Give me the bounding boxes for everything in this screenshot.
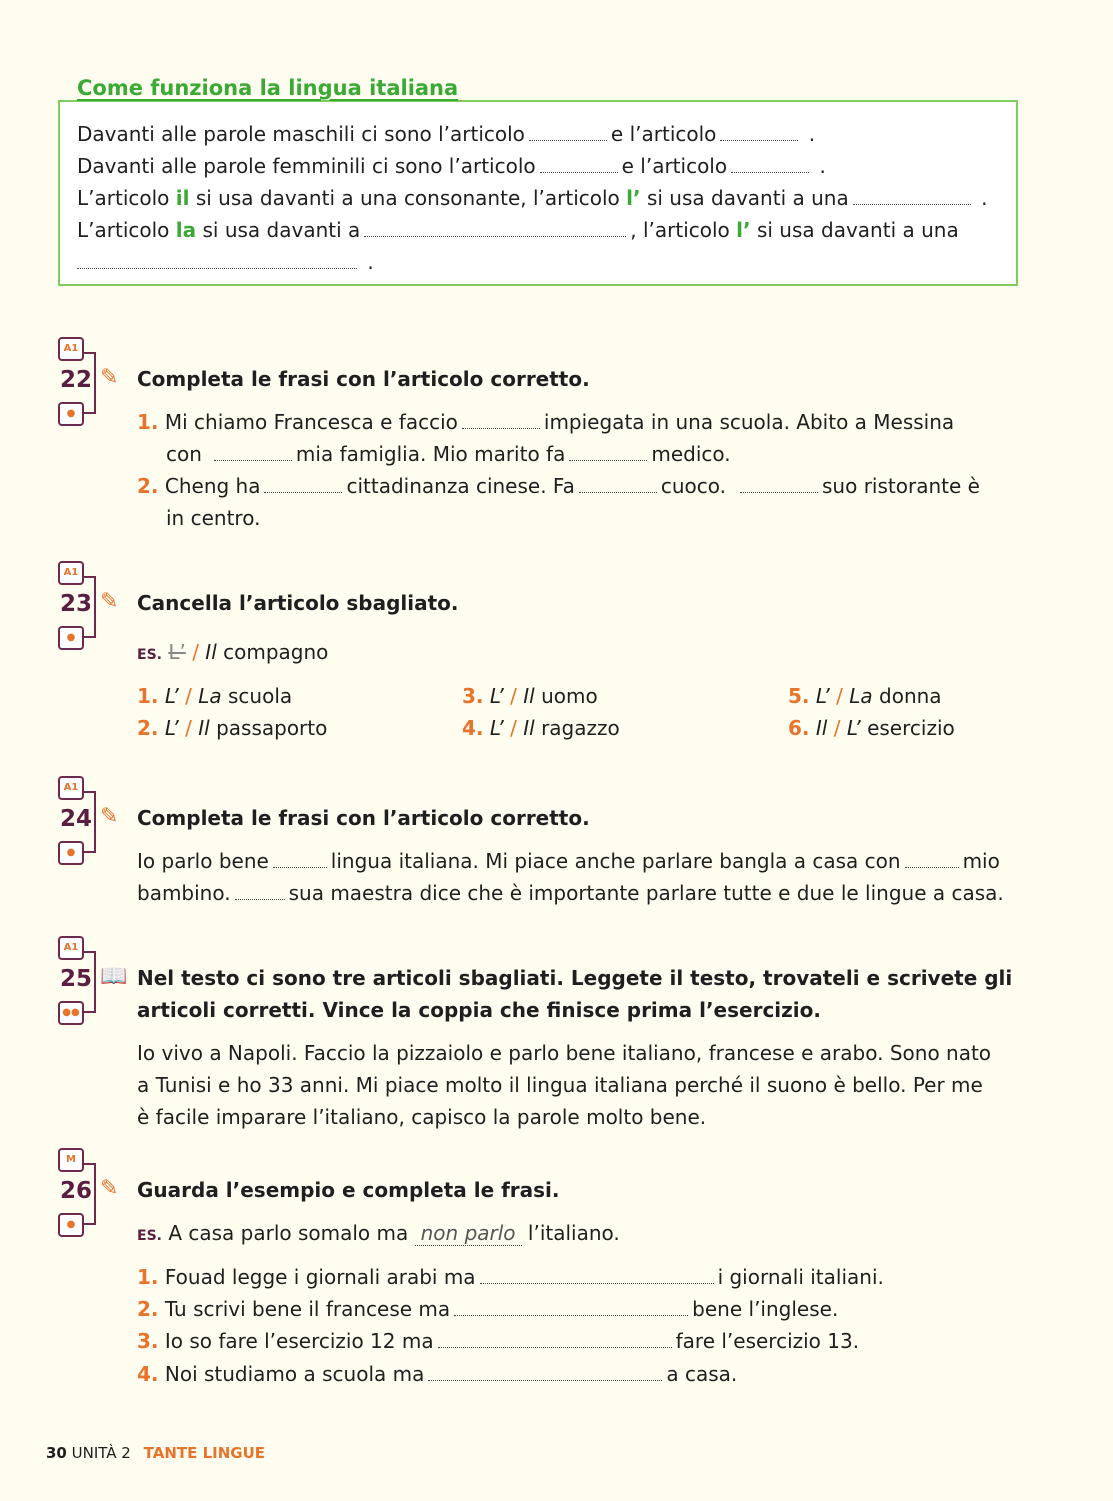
- exercise-item: [137, 474, 980, 498]
- section-label: TANTE LINGUE: [143, 1444, 266, 1462]
- rule-line-4: [77, 218, 959, 242]
- rule-text: si usa davanti a: [202, 218, 361, 242]
- item-text: Fouad legge i giornali arabi ma: [164, 1265, 476, 1289]
- example-word: compagno: [223, 640, 329, 664]
- rule-highlight: l’: [736, 218, 751, 242]
- fill-blank[interactable]: [740, 478, 818, 493]
- pencil-icon: ✎: [100, 804, 119, 829]
- item-number: 6.: [788, 716, 810, 740]
- choice-item[interactable]: 2. L’ / Il passaporto: [137, 716, 328, 740]
- article-option[interactable]: L’: [489, 684, 504, 708]
- pair-icon: ●●: [58, 1001, 84, 1025]
- fill-blank[interactable]: [905, 853, 959, 868]
- fill-blank[interactable]: [731, 158, 809, 173]
- item-number: 4.: [137, 1362, 159, 1386]
- fill-blank[interactable]: [77, 254, 357, 269]
- fill-blank[interactable]: [438, 1333, 672, 1348]
- rule-title: Come funziona la lingua italiana: [77, 76, 459, 100]
- level-badge: A1: [58, 936, 84, 960]
- article-option[interactable]: La: [849, 684, 873, 708]
- exercise-heading: Completa le frasi con l’articolo corretto.: [137, 367, 590, 391]
- item-word: scuola: [228, 684, 293, 708]
- fill-blank[interactable]: [273, 853, 327, 868]
- reading-text: Io vivo a Napoli. Faccio la pizzaiolo e parlo bene italiano, francese e arabo. Sono nato: [137, 1041, 992, 1065]
- fill-blank[interactable]: [364, 222, 626, 237]
- exercise-item: [137, 1297, 838, 1321]
- exercise-number: 26: [60, 1178, 93, 1204]
- reading-text: è facile imparare l’italiano, capisco la parole molto bene.: [137, 1105, 707, 1129]
- exercise-item: [137, 1362, 737, 1386]
- item-text: Io so fare l’esercizio 12 ma: [164, 1329, 434, 1353]
- example-line: [137, 1221, 620, 1245]
- item-text: Noi studiamo a scuola ma: [164, 1362, 425, 1386]
- fill-blank[interactable]: [569, 446, 647, 461]
- item-number: 3.: [462, 684, 484, 708]
- fill-blank[interactable]: [853, 190, 971, 205]
- pencil-icon: ✎: [100, 1176, 119, 1201]
- fill-blank[interactable]: [428, 1366, 662, 1381]
- exercise-heading: articoli corretti. Vince la coppia che finisce prima l’esercizio.: [137, 998, 821, 1022]
- article: Il: [205, 640, 217, 664]
- item-word: donna: [879, 684, 942, 708]
- fill-blank[interactable]: [579, 478, 657, 493]
- item-text: fare l’esercizio 13.: [675, 1329, 860, 1353]
- item-text: Cheng ha: [164, 474, 261, 498]
- item-number: 1.: [137, 410, 159, 434]
- fill-blank[interactable]: [214, 446, 292, 461]
- exercise-heading: Nel testo ci sono tre articoli sbagliati. Leggete il testo, trovateli e scrivete gli: [137, 966, 1013, 990]
- exercise-number: 22: [60, 367, 93, 393]
- rule-text: Davanti alle parole femminili ci sono l’articolo: [77, 154, 536, 178]
- item-text: impiegata in una scuola. Abito a Messina: [543, 410, 955, 434]
- exercise-item: [137, 1329, 859, 1353]
- book-icon: 📖: [100, 964, 128, 989]
- exercise-heading: Guarda l’esempio e completa le frasi.: [137, 1178, 560, 1202]
- fill-blank[interactable]: [454, 1301, 688, 1316]
- rule-highlight: la: [175, 218, 197, 242]
- item-text: Tu scrivi bene il francese ma: [164, 1297, 451, 1321]
- choice-item[interactable]: 4. L’ / Il ragazzo: [462, 716, 620, 740]
- article-option[interactable]: Il: [198, 716, 210, 740]
- fill-blank[interactable]: [480, 1269, 714, 1284]
- level-badge: A1: [58, 561, 84, 585]
- example-label: ES.: [137, 647, 162, 663]
- item-text: lingua italiana. Mi piace anche parlare bangla a casa con: [330, 849, 901, 873]
- item-word: uomo: [541, 684, 598, 708]
- item-word: ragazzo: [541, 716, 620, 740]
- item-number: 2.: [137, 716, 159, 740]
- item-number: 2.: [137, 474, 159, 498]
- article-option[interactable]: Il: [815, 716, 828, 740]
- level-badge: A1: [58, 776, 84, 800]
- article-option[interactable]: L’: [164, 684, 179, 708]
- person-icon: ●: [58, 626, 84, 650]
- article-option[interactable]: La: [198, 684, 222, 708]
- exercise-item-cont: in centro.: [166, 506, 261, 530]
- rule-line-3: L’articolo il si usa davanti a una consonante, l’articolo l’ si usa davanti a una .: [77, 186, 988, 210]
- exercise-heading: Cancella l’articolo sbagliato.: [137, 591, 459, 615]
- person-icon: ●: [58, 841, 84, 865]
- exercise-text: [137, 881, 1004, 905]
- item-text: medico.: [651, 442, 731, 466]
- person-icon: ●: [58, 1213, 84, 1237]
- rule-line-1: Davanti alle parole maschili ci sono l’articolo e l’articolo .: [77, 122, 816, 146]
- item-number: 4.: [462, 716, 484, 740]
- item-number: 1.: [137, 684, 159, 708]
- item-number: 1.: [137, 1265, 159, 1289]
- rule-text: e l’articolo: [621, 154, 728, 178]
- page-number: 30: [46, 1444, 67, 1462]
- item-word: esercizio: [867, 716, 955, 740]
- choice-item[interactable]: 5. L’ / La donna: [788, 684, 942, 708]
- rule-highlight: l’: [626, 186, 641, 210]
- rule-text: si usa davanti a una consonante, l’articolo: [195, 186, 620, 210]
- item-text: suo ristorante è: [822, 474, 980, 498]
- exercise-item-cont: [166, 442, 731, 466]
- rule-highlight: il: [175, 186, 190, 210]
- article-option[interactable]: Il: [523, 684, 535, 708]
- item-text: A casa parlo somalo ma: [168, 1221, 409, 1245]
- item-text: con: [166, 442, 202, 466]
- fill-blank[interactable]: [720, 126, 798, 141]
- item-number: 2.: [137, 1297, 159, 1321]
- rule-line-2: Davanti alle parole femminili ci sono l’articolo e l’articolo .: [77, 154, 826, 178]
- fill-blank[interactable]: [264, 478, 342, 493]
- rule-text: , l’articolo: [630, 218, 730, 242]
- exercise-number: 24: [60, 806, 93, 832]
- exercise-number: 23: [60, 591, 93, 617]
- example-answer: non parlo: [415, 1221, 522, 1246]
- fill-blank[interactable]: [529, 126, 607, 141]
- rule-text: e l’articolo: [610, 122, 717, 146]
- rule-text: L’articolo: [77, 186, 170, 210]
- rule-line-5: .: [77, 250, 374, 274]
- exercise-text: [137, 849, 1000, 873]
- item-text: Io parlo bene: [137, 849, 269, 873]
- item-text: Mi chiamo Francesca e faccio: [164, 410, 458, 434]
- item-text: a casa.: [666, 1362, 738, 1386]
- article-option[interactable]: Il: [523, 716, 535, 740]
- level-badge: M: [58, 1148, 84, 1172]
- choice-item[interactable]: 6. Il / L’ esercizio: [788, 716, 955, 740]
- rule-text: L’articolo: [77, 218, 170, 242]
- item-text: l’italiano.: [527, 1221, 620, 1245]
- item-text: cuoco.: [660, 474, 726, 498]
- exercise-heading: Completa le frasi con l’articolo corretto.: [137, 806, 590, 830]
- separator: /: [192, 640, 199, 664]
- exercise-item: [137, 1265, 884, 1289]
- item-text: mio: [962, 849, 1000, 873]
- item-number: 3.: [137, 1329, 159, 1353]
- struck-article: L’: [168, 640, 186, 664]
- item-text: bene l’inglese.: [692, 1297, 839, 1321]
- item-text: sua maestra dice che è importante parlare tutte e due le lingue a casa.: [288, 881, 1004, 905]
- rule-text: si usa davanti a una: [756, 218, 959, 242]
- fill-blank[interactable]: [462, 414, 540, 429]
- exercise-item: [137, 410, 954, 434]
- pencil-icon: ✎: [100, 365, 119, 390]
- item-text: mia famiglia. Mio marito fa: [295, 442, 566, 466]
- exercise-number: 25: [60, 966, 93, 992]
- page-footer: [46, 1444, 265, 1462]
- item-word: passaporto: [216, 716, 328, 740]
- item-text: i giornali italiani.: [717, 1265, 884, 1289]
- item-text: cittadinanza cinese. Fa: [346, 474, 575, 498]
- example-line: [137, 640, 328, 664]
- choice-item[interactable]: 1. L’ / La scuola: [137, 684, 293, 708]
- pencil-icon: ✎: [100, 589, 119, 614]
- example-label: ES.: [137, 1228, 162, 1244]
- fill-blank[interactable]: [540, 158, 618, 173]
- rule-text: si usa davanti a una: [646, 186, 849, 210]
- item-number: 5.: [788, 684, 810, 708]
- article-option[interactable]: L’: [164, 716, 179, 740]
- unit-label: UNITÀ 2: [71, 1444, 131, 1462]
- article-option[interactable]: L’: [489, 716, 504, 740]
- item-text: bambino.: [137, 881, 231, 905]
- article-option[interactable]: L’: [815, 684, 830, 708]
- rule-text: Davanti alle parole maschili ci sono l’articolo: [77, 122, 525, 146]
- person-icon: ●: [58, 402, 84, 426]
- choice-item[interactable]: 3. L’ / Il uomo: [462, 684, 598, 708]
- level-badge: A1: [58, 337, 84, 361]
- fill-blank[interactable]: [235, 885, 285, 900]
- article-option[interactable]: L’: [846, 716, 861, 740]
- reading-text: a Tunisi e ho 33 anni. Mi piace molto il lingua italiana perché il suono è bello. Per me: [137, 1073, 983, 1097]
